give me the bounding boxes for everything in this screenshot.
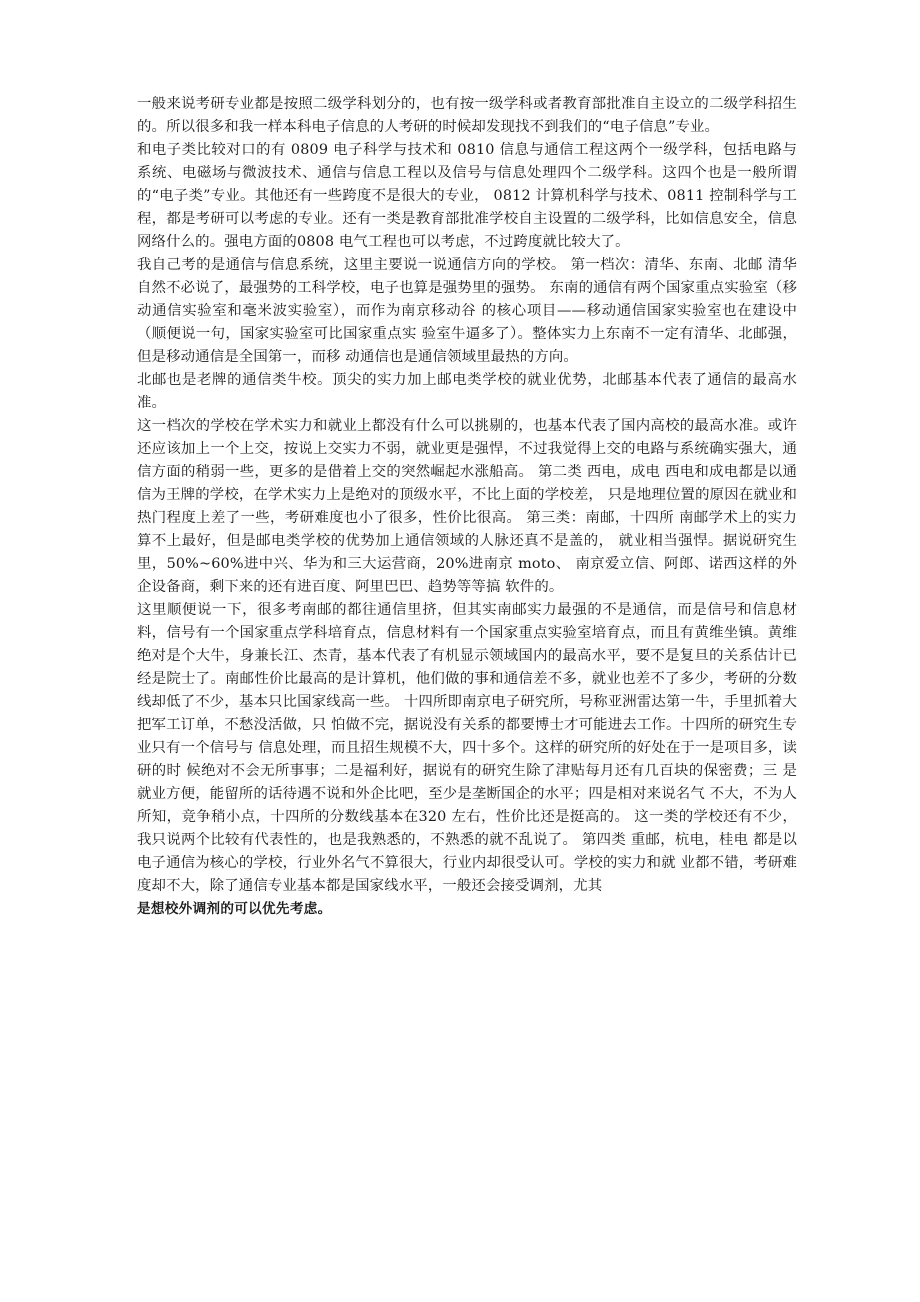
paragraph-intro: 一般来说考研专业都是按照二级学科划分的，也有按一级学科或者教育部批准自主设立的二级学科招生的。所以很多和我一样本科电子信息的人考研的时候却发现找不到我们的“电子信息”专业。 [137,96,797,135]
paragraph-tier-two-three: 这一档次的学校在学术实力和就业上都没有什么可以挑剔的，也基本代表了国内高校的最高水准。或许还应该加上一个上交，按说上交实力不弱，就业更是强悍，不过我觉得上交的电路与系统确实强大，通信方面的稍弱一些，更多的是借着上交的突然崛起水涨船高。 第二类 西电，成电 西电和成电都是以通信为王牌的学校，在学术实力上是绝对的顶级水平，不比上面的学校差， 只是地理位置的原因在就业和热门程度上差了一些，考研难度也小了很多，性价比很高。 第三类：南邮，十四所 南邮学术上的实力算不上最好，但是邮电类学校的优势加上通信领域的人脉还真不是盖的， 就业相当强悍。据说研究生里，50%~60%进中兴、华为和三大运营商，20%进南京 moto、 南京爱立信、阿郎、诺西这样的外企设备商，剩下来的还有进百度、阿里巴巴、趋势等等搞 软件的。 [137,418,797,595]
paragraph-bupt: 北邮也是老牌的通信类牛校。顶尖的实力加上邮电类学校的就业优势，北邮基本代表了通信的最高水准。 [137,372,797,411]
paragraph-disciplines: 和电子类比较对口的有 0809 电子科学与技术和 0810 信息与通信工程这两个一级学科，包括电路与系统、电磁场与微波技术、通信与信息工程以及信号与信息处理四个二级学科。这四个也是一般所谓的“电子类”专业。其他还有一些跨度不是很大的专业， 0812 计算机科学与技术、0811 控制科学与工程，都是考研可以考虑的专业。还有一类是教育部批准学校自主设置的二级学科，比如信息安全，信息网络什么的。强电方面的0808 电气工程也可以考虑，不过跨度就比较大了。 [137,142,797,250]
closing-line: 是想校外调剂的可以优先考虑。 [137,901,332,917]
paragraph-tier-one: 我自己考的是通信与信息系统，这里主要说一说通信方向的学校。 第一档次：清华、东南、北邮 清华自然不必说了，最强势的工科学校，电子也算是强势里的强势。 东南的通信有两个国家重点实验室（移动通信实验室和毫米波实验室），而作为南京移动谷 的核心项目——移动通信国家实验室也在建设中（顺便说一句，国家实验室可比国家重点实 验室牛逼多了）。整体实力上东南不一定有清华、北邮强，但是移动通信是全国第一，而移 动通信也是通信领域里最热的方向。 [137,257,797,365]
article-body [137,93,797,920]
paragraph-njupt-and-tier-four: 这里顺便说一下，很多考南邮的都往通信里挤，但其实南邮实力最强的不是通信，而是信号和信息材料，信号有一个国家重点学科培育点，信息材料有一个国家重点实验室培育点，而且有黄维坐镇。黄维绝对是个大牛，身兼长江、杰青，基本代表了有机显示领域国内的最高水平，要不是复旦的关系估计已经是院士了。南邮性价比最高的是计算机，他们做的事和通信差不多，就业也差不了多少，考研的分数线却低了不少，基本只比国家线高一些。 十四所即南京电子研究所，号称亚洲雷达第一牛，手里抓着大把军工订单，不愁没活做，只 怕做不完，据说没有关系的都要博士才可能进去工作。十四所的研究生专业只有一个信号与 信息处理，而且招生规模不大，四十多个。这样的研究所的好处在于一是项目多，读研的时 候绝对不会无所事事；二是福利好，据说有的研究生除了津贴每月还有几百块的保密费；三 是就业方便，能留所的话待遇不说和外企比吧，至少是垄断国企的水平；四是相对来说名气 不大，不为人所知，竞争稍小点，十四所的分数线基本在320 左右，性价比还是挺高的。 这一类的学校还有不少，我只说两个比较有代表性的，也是我熟悉的，不熟悉的就不乱说了。 第四类 重邮，杭电，桂电 都是以电子通信为核心的学校，行业外名气不算很大，行业内却很受认可。学校的实力和就 业都不错，考研难度却不大，除了通信专业基本都是国家线水平，一般还会接受调剂，尤其 [137,602,797,894]
